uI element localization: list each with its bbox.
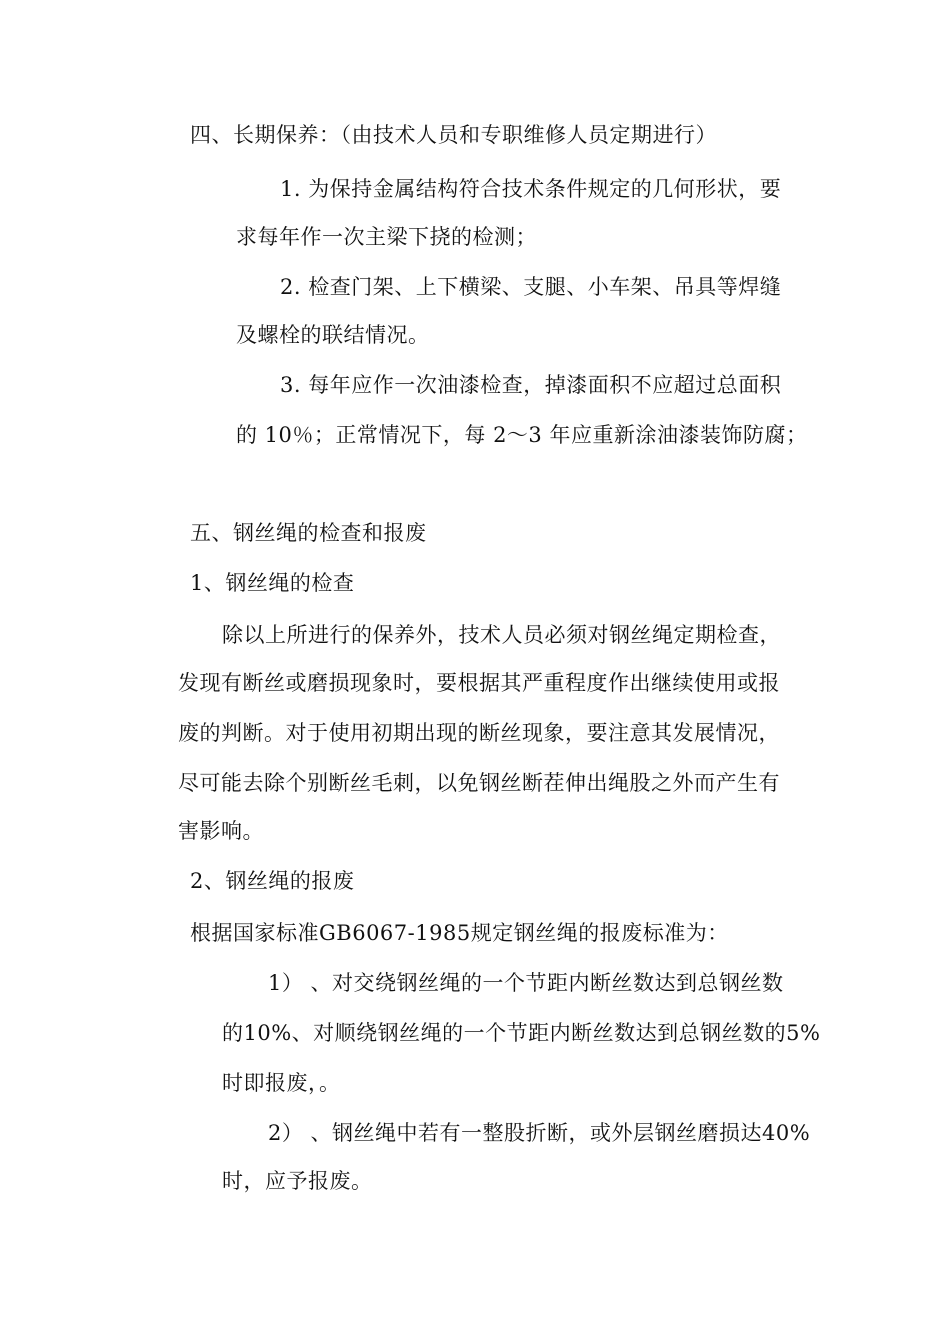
paragraph-line: 废的判断。对于使用初期出现的断丝现象，要注意其发展情况， — [178, 721, 780, 745]
item-3-line-2: 的 10％；正常情况下，每 2～3 年应重新涂油漆装饰防腐； — [236, 423, 808, 447]
subsection-2-heading: 2、钢丝绳的报废 — [190, 869, 355, 893]
rule-2-line: 时，应予报废。 — [222, 1169, 373, 1193]
paragraph-line: 发现有断丝或磨损现象时，要根据其严重程度作出继续使用或报 — [178, 671, 780, 695]
section-4-heading: 四、长期保养：（由技术人员和专职维修人员定期进行） — [190, 123, 717, 147]
rule-1-line: 时即报废，。 — [222, 1071, 341, 1095]
rule-2-line: 2） 、钢丝绳中若有一整股折断，或外层钢丝磨损达40% — [268, 1121, 811, 1145]
paragraph-line: 除以上所进行的保养外，技术人员必须对钢丝绳定期检查， — [222, 623, 781, 647]
item-1-line-2: 求每年作一次主梁下挠的检测； — [236, 225, 537, 249]
rule-1-line: 1） 、对交绕钢丝绳的一个节距内断丝数达到总钢丝数 — [268, 971, 784, 995]
paragraph-line: 尽可能去除个别断丝毛刺，以免钢丝断茬伸出绳股之外而产生有 — [178, 771, 780, 795]
paragraph-line: 害影响。 — [178, 819, 264, 843]
item-3-line-1: 3. 每年应作一次油漆检查，掉漆面积不应超过总面积 — [280, 373, 782, 397]
item-2-line-2: 及螺栓的联结情况。 — [236, 323, 430, 347]
item-2-line-1: 2. 检查门架、上下横梁、支腿、小车架、吊具等焊缝 — [280, 275, 782, 299]
subsection-1-heading: 1、钢丝绳的检查 — [190, 571, 355, 595]
item-1-line-1: 1. 为保持金属结构符合技术条件规定的几何形状，要 — [280, 177, 782, 201]
section-5-heading: 五、钢丝绳的检查和报废 — [190, 521, 427, 545]
rule-1-line: 的10%、对顺绕钢丝绳的一个节距内断丝数达到总钢丝数的5% — [222, 1021, 821, 1045]
standard-intro: 根据国家标准GB6067-1985规定钢丝绳的报废标准为： — [190, 921, 729, 945]
